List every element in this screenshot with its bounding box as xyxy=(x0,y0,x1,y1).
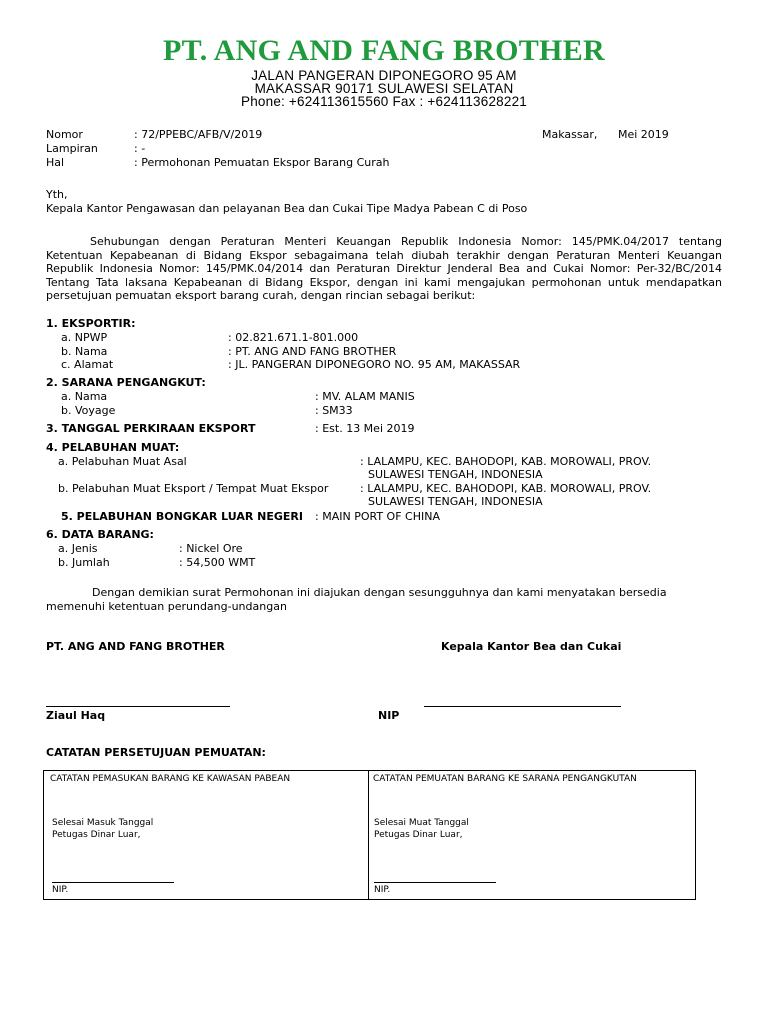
export-port-value: : LALAMPU, KEC. BAHODOPI, KAB. MOROWALI, PROV. xyxy=(360,482,652,495)
signer-org-left: PT. ANG AND FANG BROTHER xyxy=(46,640,225,653)
voyage-label: b. Voyage xyxy=(61,404,116,417)
signature-line-right xyxy=(424,706,621,707)
approval-right-title: CATATAN PEMUATAN BARANG KE SARANA PENGANGKUTAN xyxy=(373,774,637,784)
closing-line: memenuhi ketentuan perundang-undangan xyxy=(46,600,287,613)
company-address-line2: MAKASSAR 90171 SULAWESI SELATAN xyxy=(254,81,514,96)
signer-name-left: Ziaul Haq xyxy=(46,709,106,722)
nomor-label: Nomor xyxy=(46,128,83,141)
approval-heading: CATATAN PERSETUJUAN PEMUATAN: xyxy=(46,746,266,759)
company-phone: Phone: +624113615560 Fax : +624113628221 xyxy=(240,94,527,109)
hal-value: : Permohonan Pemuatan Ekspor Barang Curah xyxy=(134,156,390,169)
approval-box-divider xyxy=(368,770,369,900)
section-eksportir-heading: 1. EKSPORTIR: xyxy=(46,317,136,330)
intro-line: Ketentuan Kepabeanan di Bidang Ekspor sebagaimana telah diubah terakhir dengan Peraturan Menteri Keuangan xyxy=(46,248,722,262)
approval-left-title: CATATAN PEMASUKAN BARANG KE KAWASAN PABEAN xyxy=(50,774,291,784)
goods-qty-value: : 54,500 WMT xyxy=(179,556,256,569)
letter-date: Mei 2019 xyxy=(618,128,669,141)
approval-right-nip: NIP. xyxy=(374,885,391,895)
approval-right-officer: Petugas Dinar Luar, xyxy=(374,830,463,840)
goods-qty-label: b. Jumlah xyxy=(58,556,110,569)
nomor-value: : 72/PPEBC/AFB/V/2019 xyxy=(134,128,263,141)
approval-left-nip: NIP. xyxy=(52,885,69,895)
letter-city: Makassar, xyxy=(542,128,598,141)
approval-left-line xyxy=(52,882,174,883)
approval-box xyxy=(43,770,696,900)
closing-line: Dengan demikian surat Permohonan ini diajukan dengan sesungguhnya dan kami menyatakan bersedia xyxy=(92,586,667,599)
company-name: PT. ANG AND FANG BROTHER xyxy=(163,34,605,67)
intro-paragraph xyxy=(46,235,722,303)
company-address-line1: JALAN PANGERAN DIPONEGORO 95 AM xyxy=(251,68,517,83)
lampiran-label: Lampiran xyxy=(46,142,98,155)
approval-right-line xyxy=(374,882,496,883)
exporter-address-label: c. Alamat xyxy=(61,358,114,371)
section-tanggal-heading: 3. TANGGAL PERKIRAAN EKSPORT xyxy=(46,422,256,435)
recipient-greeting: Yth, xyxy=(46,188,68,201)
section-sarana-heading: 2. SARANA PENGANGKUT: xyxy=(46,376,206,389)
npwp-value: : 02.821.671.1-801.000 xyxy=(228,331,359,344)
section-bongkar-heading: 5. PELABUHAN BONGKAR LUAR NEGERI xyxy=(61,510,303,523)
discharge-port-value: : MAIN PORT OF CHINA xyxy=(315,510,440,523)
goods-type-label: a. Jenis xyxy=(58,542,98,555)
npwp-label: a. NPWP xyxy=(61,331,108,344)
goods-type-value: : Nickel Ore xyxy=(179,542,243,555)
intro-line: Sehubungan dengan Peraturan Menteri Keuangan Republik Indonesia Nomor: 145/PMK.04/2017 tentang xyxy=(90,235,722,248)
recipient-name: Kepala Kantor Pengawasan dan pelayanan Bea dan Cukai Tipe Madya Pabean C di Poso xyxy=(46,202,528,215)
exporter-name-value: : PT. ANG AND FANG BROTHER xyxy=(228,345,397,358)
export-date-value: : Est. 13 Mei 2019 xyxy=(315,422,415,435)
lampiran-value: : - xyxy=(134,142,146,155)
signature-line-left xyxy=(46,706,230,707)
approval-left-date: Selesai Masuk Tanggal xyxy=(52,818,154,828)
exporter-address-value: : JL. PANGERAN DIPONEGORO NO. 95 AM, MAKASSAR xyxy=(228,358,521,371)
voyage-value: : SM33 xyxy=(315,404,353,417)
intro-line: Republik Indonesia Nomor: 145/PMK.04/2014 dan Peraturan Direktur Jenderal Bea and Cukai Nomor: Per-32/BC/2014 xyxy=(46,262,722,276)
vessel-name-label: a. Nama xyxy=(61,390,108,403)
export-port-label: b. Pelabuhan Muat Eksport / Tempat Muat Ekspor xyxy=(58,482,329,495)
section-barang-heading: 6. DATA BARANG: xyxy=(46,528,154,541)
intro-line: Tentang Tata laksana Kepabeanan di Bidang Ekspor, dengan ini kami mengajukan permohonan untuk mendapatkan xyxy=(46,275,722,289)
section-pelabuhan-heading: 4. PELABUHAN MUAT: xyxy=(46,441,180,454)
hal-label: Hal xyxy=(46,156,65,169)
signer-org-right: Kepala Kantor Bea dan Cukai xyxy=(441,640,622,653)
signer-nip-right: NIP xyxy=(378,709,400,722)
export-port-value-cont: SULAWESI TENGAH, INDONESIA xyxy=(368,495,543,508)
intro-line: persetujuan pemuatan eksport barang curah, dengan rincian sebagai berikut: xyxy=(46,289,476,303)
origin-port-value-cont: SULAWESI TENGAH, INDONESIA xyxy=(368,468,543,481)
exporter-name-label: b. Nama xyxy=(61,345,108,358)
approval-right-date: Selesai Muat Tanggal xyxy=(374,818,469,828)
approval-left-officer: Petugas Dinar Luar, xyxy=(52,830,141,840)
vessel-name-value: : MV. ALAM MANIS xyxy=(315,390,415,403)
origin-port-label: a. Pelabuhan Muat Asal xyxy=(58,455,187,468)
origin-port-value: : LALAMPU, KEC. BAHODOPI, KAB. MOROWALI, PROV. xyxy=(360,455,652,468)
